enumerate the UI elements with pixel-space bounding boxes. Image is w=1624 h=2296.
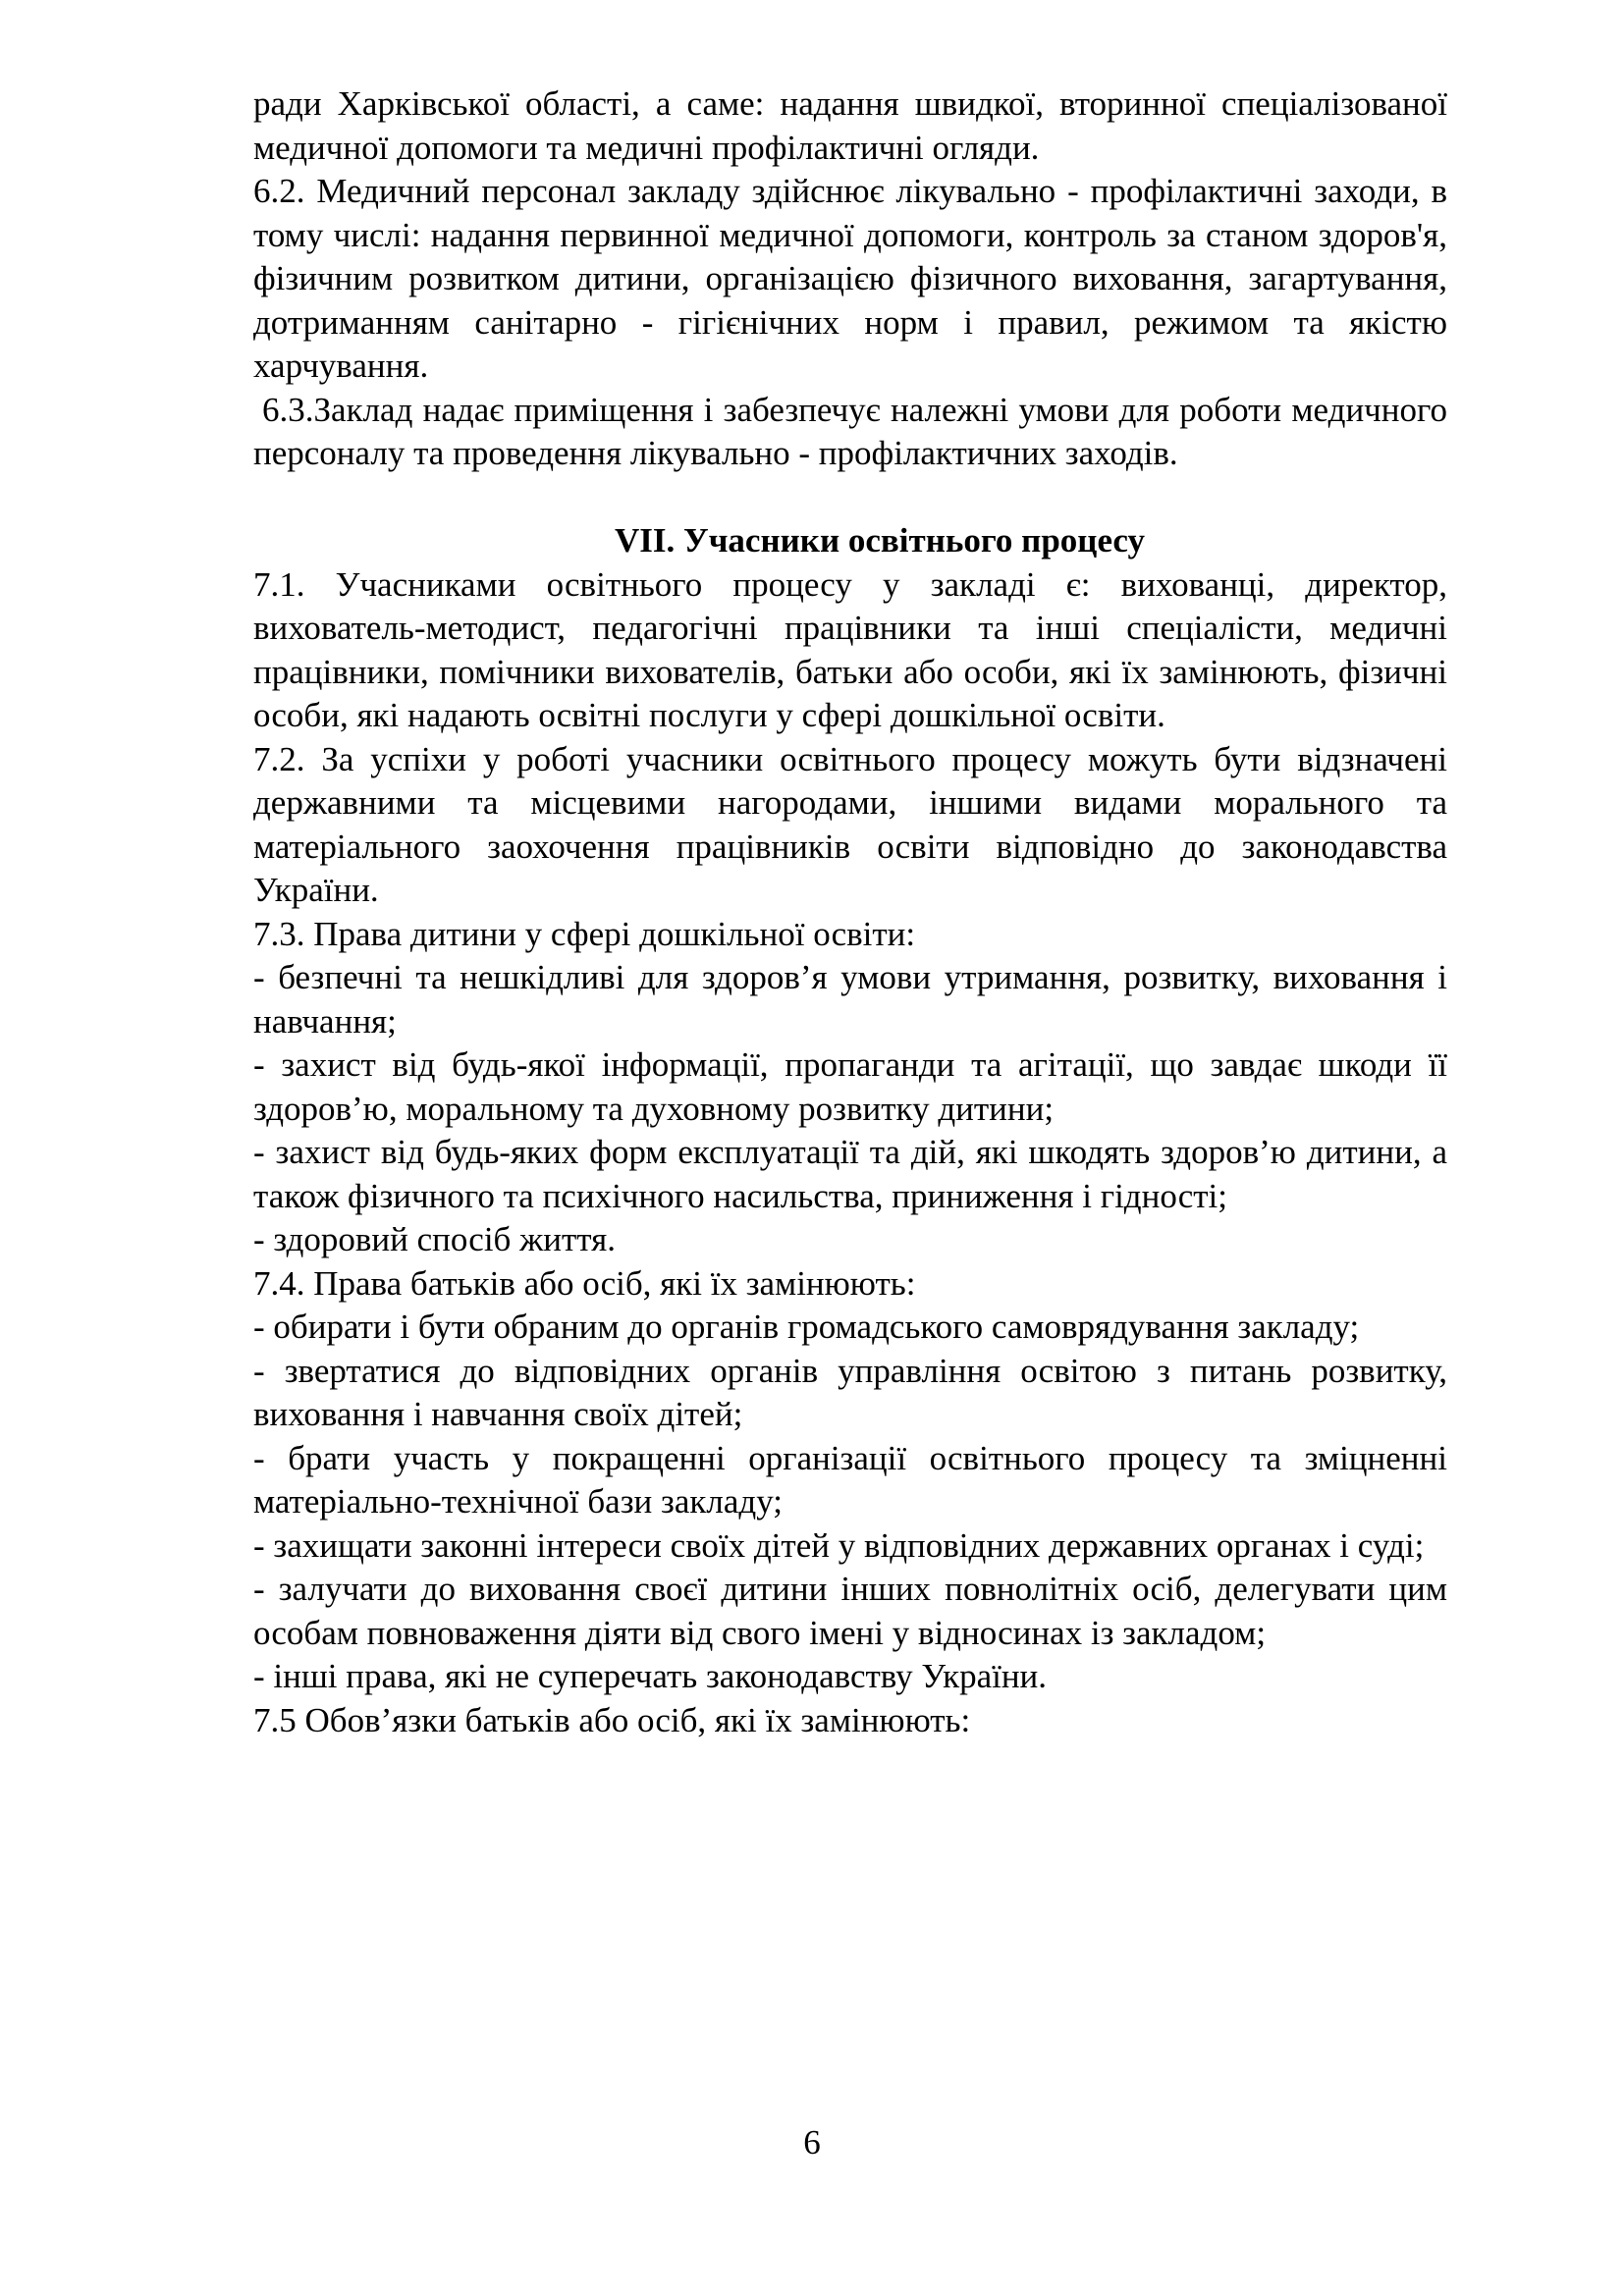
paragraph-7-3: 7.3. Права дитини у сфері дошкільної освіти: <box>253 914 916 953</box>
list-item: - захист від будь-якої інформації, пропаганди та агітації, що завдає шкоди її здоров’ю, моральному та духовному розвитку дитини; <box>253 1045 1447 1128</box>
list-item: - інші права, які не суперечать законодавству України. <box>253 1657 1048 1695</box>
list-item: - безпечні та нешкідливі для здоров’я умови утримання, розвитку, виховання і навчання; <box>253 958 1447 1041</box>
paragraph-7-1: 7.1. Учасниками освітнього процесу у закладі є: вихованці, директор, вихователь-методист, педагогічні працівники та інші спеціалісти, медичні працівники, помічники вихователів, батьки або особи, які їх замінюють, фізичні особи, які надають освітні послуги у сфері дошкільної освіти. <box>253 564 1447 734</box>
paragraph-7-4: 7.4. Права батьків або осіб, які їх замінюють: <box>253 1263 916 1303</box>
document-body <box>253 82 1447 1742</box>
list-item: - брати участь у покращенні організації освітнього процесу та зміцненні матеріально-технічної бази закладу; <box>253 1438 1447 1521</box>
list-item: - залучати до виховання своєї дитини інших повнолітніх осіб, делегувати цим особам повноваження діяти від свого імені у відносинах із закладом; <box>253 1570 1447 1652</box>
list-item: - захист від будь-яких форм експлуатації та дій, які шкодять здоров’ю дитини, а також фізичного та психічного насильства, приниження і гідності; <box>253 1133 1447 1215</box>
list-item: - звертатися до відповідних органів управління освітою з питань розвитку, виховання і навчання своїх дітей; <box>253 1351 1447 1433</box>
list-item: - захищати законні інтереси своїх дітей у відповідних державних органах і суді; <box>253 1525 1425 1565</box>
list-item: - обирати і бути обраним до органів громадського самоврядування закладу; <box>253 1308 1360 1346</box>
page-number: 6 <box>803 2123 821 2162</box>
section-spacer <box>253 476 1447 520</box>
section-heading-vii: VII. Учасники освітнього процесу <box>614 521 1146 560</box>
paragraph-6-1-continuation: ради Харківської області, а саме: надання швидкої, вторинної спеціалізованої медичної допомоги та медичні профілактичні огляди. <box>253 84 1447 167</box>
paragraph-6-2: 6.2. Медичний персонал закладу здійснює лікувально - профілактичні заходи, в тому числі: надання первинної медичної допомоги, контроль за станом здоров'я, фізичним розвитком дитини, організацією фізичного виховання, загартування, дотриманням санітарно - гігієнічних норм і правил, режимом та якістю харчування. <box>253 172 1447 385</box>
paragraph-7-2: 7.2. За успіхи у роботі учасники освітнього процесу можуть бути відзначені державними та місцевими нагородами, іншими видами морального та матеріального заохочення працівників освіти відповідно до законодавства України. <box>253 739 1447 909</box>
paragraph-6-3: 6.3.Заклад надає приміщення і забезпечує належні умови для роботи медичного персоналу та проведення лікувально - профілактичних заходів. <box>253 390 1447 472</box>
list-item: - здоровий спосіб життя. <box>253 1220 616 1258</box>
paragraph-7-5: 7.5 Обов’язки батьків або осіб, які їх замінюють: <box>253 1700 971 1739</box>
